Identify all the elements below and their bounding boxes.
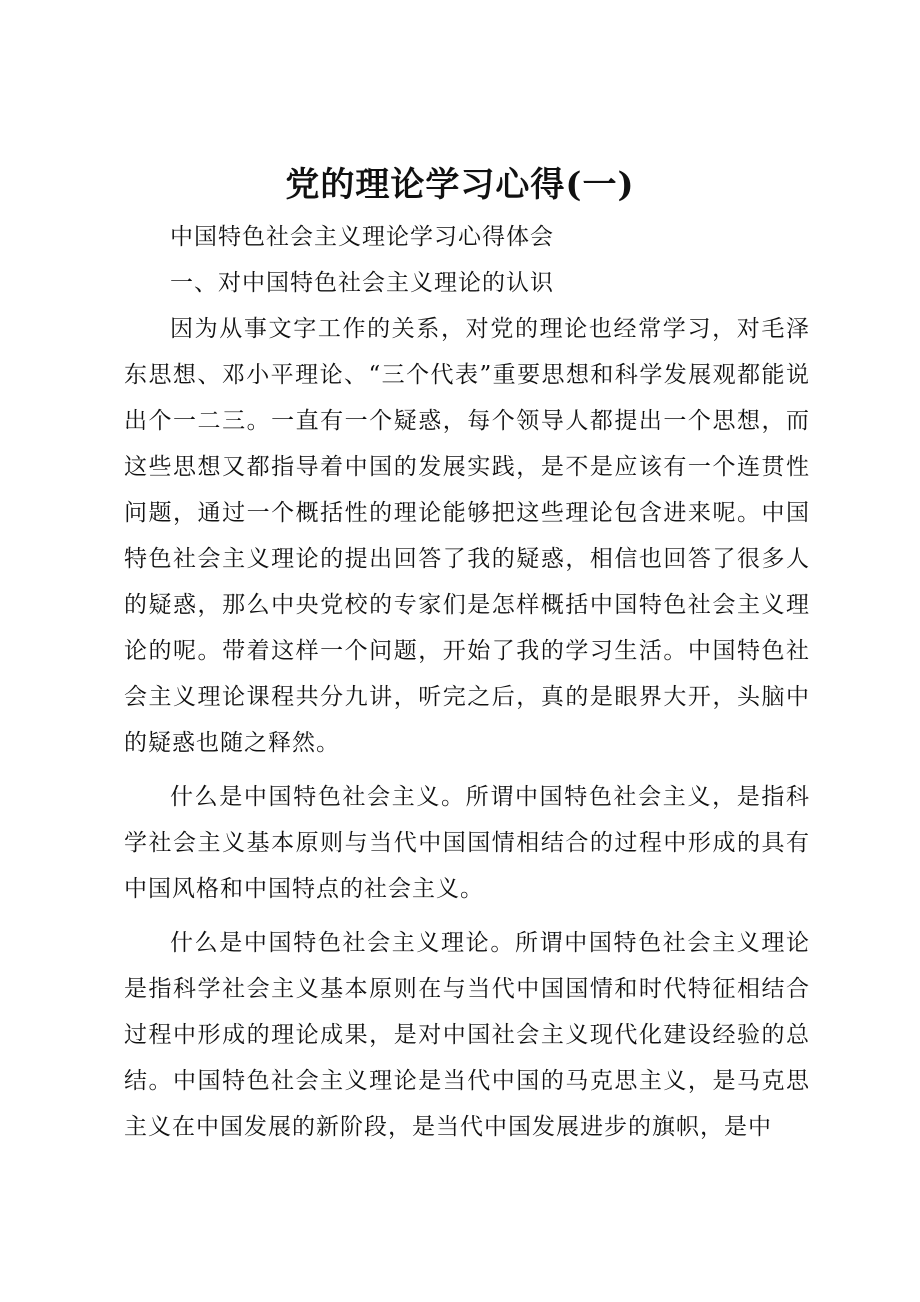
section-heading: 一、对中国特色社会主义理论的认识 [170,270,554,296]
document-body [124,214,810,1150]
body-paragraph: 因为从事文字工作的关系，对党的理论也经常学习，对毛泽东思想、邓小平理论、“三个代表”重要思想和科学发展观都能说出个一二三。一直有一个疑惑，每个领导人都提出一个思想，而这些思想又都指导着中国的发展实践，是不是应该有一个连贯性问题，通过一个概括性的理论能够把这些理论包含进来呢。中国特色社会主义理论的提出回答了我的疑惑，相信也回答了很多人的疑惑，那么中央党校的专家们是怎样概括中国特色社会主义理论的呢。带着这样一个问题，开始了我的学习生活。中国特色社会主义理论课程共分九讲，听完之后，真的是眼界大开，头脑中的疑惑也随之释然。 [124,316,810,756]
body-paragraph: 什么是中国特色社会主义。所谓中国特色社会主义，是指科学社会主义基本原则与当代中国国情相结合的过程中形成的具有中国风格和中国特点的社会主义。 [124,784,810,902]
body-paragraph: 什么是中国特色社会主义理论。所谓中国特色社会主义理论是指科学社会主义基本原则在与当代中国国情和时代特征相结合过程中形成的理论成果，是对中国社会主义现代化建设经验的总结。中国特色社会主义理论是当代中国的马克思主义，是马克思主义在中国发展的新阶段，是当代中国发展进步的旗帜，是中 [124,930,810,1140]
document-title: 党的理论学习心得(一) [285,165,635,205]
document-subtitle: 中国特色社会主义理论学习心得体会 [170,224,554,250]
